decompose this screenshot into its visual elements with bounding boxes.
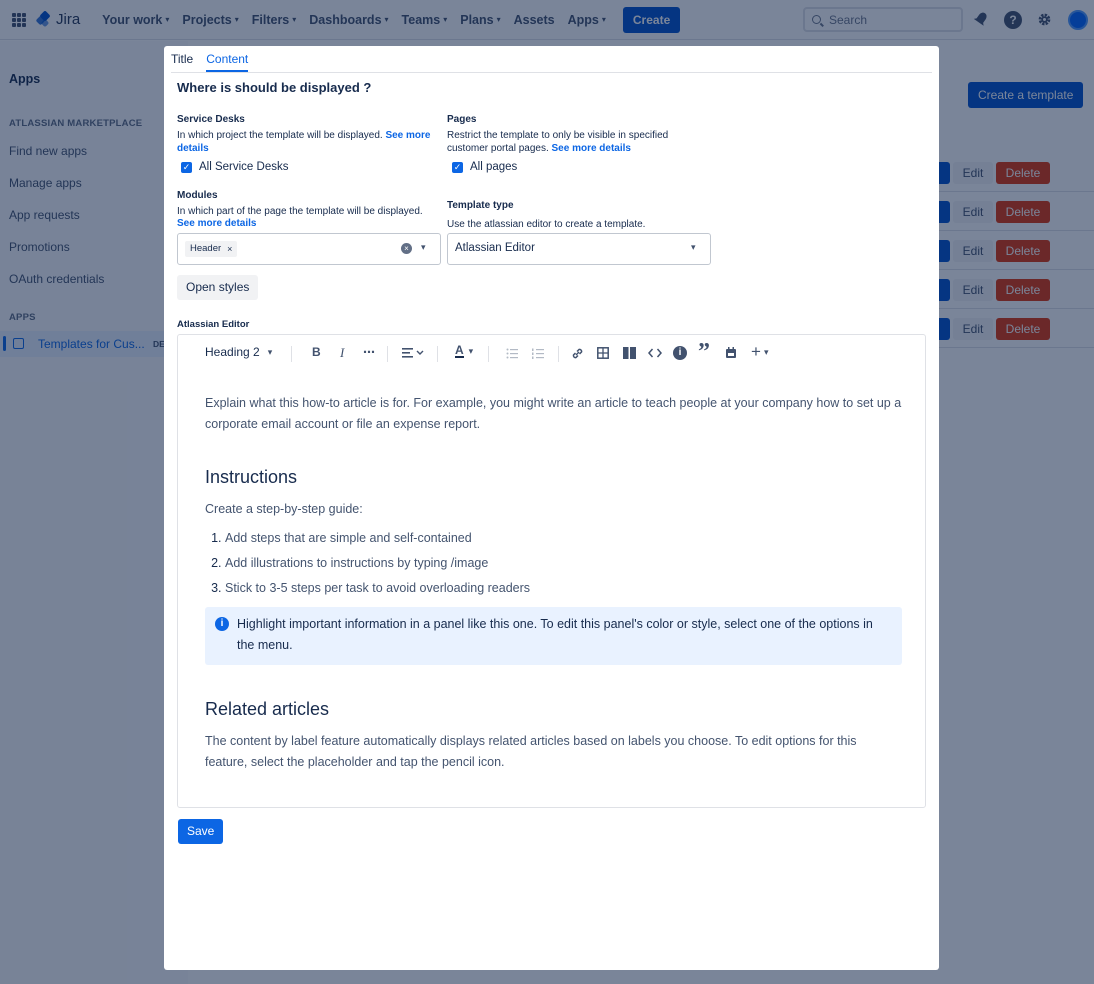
tab-content[interactable]: Content [206,52,248,72]
date-icon[interactable] [725,347,737,362]
rich-text-editor[interactable] [177,334,926,808]
info-panel[interactable] [205,607,902,665]
list-item: 2. Add illustrations to instructions by typing /image [225,551,902,576]
modules-label: Modules [177,190,218,201]
list-item: 3. Stick to 3-5 steps per task to avoid overloading readers [225,576,902,601]
alignment-button[interactable] [402,347,424,362]
intro-paragraph: Explain what this how-to article is for. For example, you might write an article to teach people at your company how to set up a corporate email account or file an expense report. [205,396,902,431]
toolbar-divider [558,346,559,362]
see-more-details-link-cont[interactable]: more details [177,130,431,154]
table-icon[interactable] [597,347,609,362]
list-item: 1. Add steps that are simple and self-contained [225,526,902,551]
tab-title[interactable]: Title [171,52,194,66]
code-icon[interactable] [648,347,662,362]
see-more-details-link[interactable]: See more details [177,218,257,229]
template-type-value: Atlassian Editor [455,242,535,254]
quote-icon[interactable]: ” [698,339,710,365]
chevron-down-icon[interactable]: ▾ [421,242,426,252]
clear-icon[interactable]: × [401,243,412,254]
toolbar-divider [387,346,388,362]
remove-tag-icon[interactable]: × [227,244,233,254]
see-more-details-link[interactable]: See more details [551,143,631,154]
related-articles-heading: Related articles [205,699,330,719]
all-pages-checkbox[interactable]: ✓ All pages [453,161,518,173]
checkbox-checked-icon: ✓ [182,161,191,172]
bullet-list-icon[interactable] [506,348,518,362]
text-style-dropdown[interactable]: Heading 2 ▾ [205,345,273,359]
link-icon[interactable] [571,347,584,363]
info-panel-text: Highlight important information in a panel like this one. To edit this panel's color or style, select one of the options in the menu. [237,617,873,652]
template-type-select[interactable] [447,233,711,265]
section-heading: Where is should be displayed ? [177,80,372,95]
template-type-label: Template type [447,200,514,211]
service-desks-description: In which project the template will be displayed. See more details [177,130,431,154]
info-panel-icon[interactable]: i [673,346,687,360]
open-styles-button[interactable]: Open styles [177,275,258,300]
toolbar-divider [488,346,489,362]
italic-button[interactable]: I [340,345,345,360]
more-formatting-button[interactable]: ⋯ [363,345,375,359]
layout-icon[interactable] [623,347,636,362]
instructions-heading: Instructions [205,467,298,487]
see-more-details-link[interactable]: See [385,130,404,141]
toolbar-divider [437,346,438,362]
text-color-button[interactable]: A ▾ [455,343,474,357]
modules-description: In which part of the page the template will be displayed. [177,206,423,217]
numbered-list-icon[interactable] [532,348,544,362]
modal-tabs [171,52,932,73]
save-button[interactable]: Save [178,819,223,844]
related-articles-text: The content by label feature automatically displays related articles based on labels you choose. To edit options for this feature, select the placeholder and tap the pencil icon. [205,734,857,769]
pages-description: Restrict the template to only be visible in specified customer portal pages. See more details [447,130,669,154]
checkbox-checked-icon: ✓ [453,161,462,172]
insert-element-button[interactable]: + ▾ [751,342,769,361]
template-modal [164,46,939,970]
editor-toolbar [178,335,925,373]
instructions-intro: Create a step-by-step guide: [205,502,363,516]
chevron-down-icon: ▾ [691,242,696,252]
chevron-down-icon: ▾ [763,346,769,357]
info-icon: i [215,617,229,631]
chevron-down-icon: ▾ [267,346,273,357]
chevron-down-icon: ▾ [468,346,474,356]
module-tag-header: Header × [185,241,237,257]
pages-label: Pages [447,114,477,125]
steps-list [205,526,902,601]
modules-select[interactable] [177,233,441,265]
editor-label: Atlassian Editor [177,319,250,330]
toolbar-divider [291,346,292,362]
service-desks-label: Service Desks [177,114,245,125]
template-type-description: Use the atlassian editor to create a template. [447,219,646,230]
all-service-desks-checkbox[interactable]: ✓ All Service Desks [182,161,289,173]
editor-content[interactable] [205,393,902,773]
bold-button[interactable]: B [312,345,321,359]
